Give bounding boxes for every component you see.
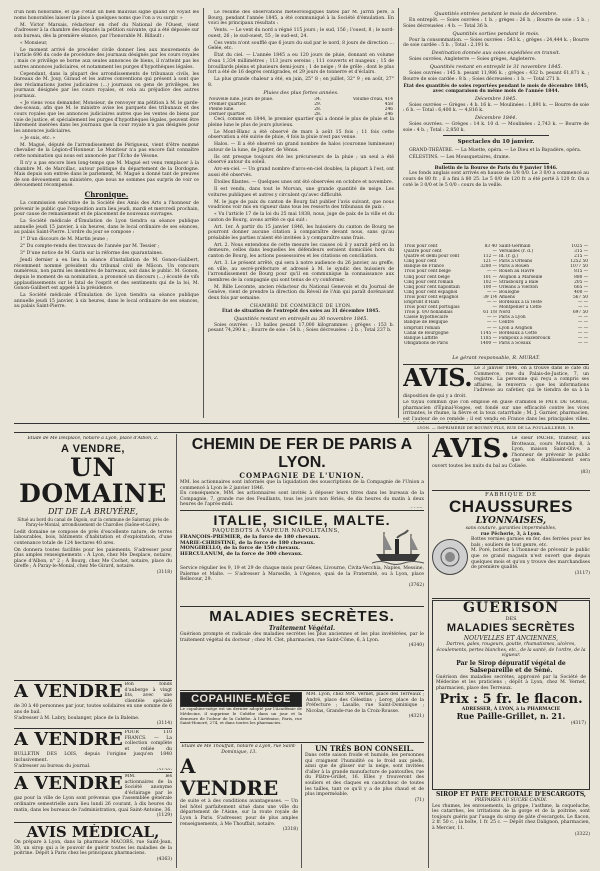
chemin-title: CHEMIN DE FER DE PARIS A LYON. bbox=[191, 436, 413, 471]
restant-head: Quantités restant en entrepôt le 31 novembre 1845. bbox=[429, 64, 563, 71]
pour-sub: POUR 110 FRANCS. — La collection complète et reliée du BULLETIN DES LOIS, depuis l'origine jusqu'en 1840 inclusivement. bbox=[14, 730, 172, 763]
bourse-label: Canal de Bourgogne bbox=[404, 330, 449, 336]
bourse-label: Bordeaux à Cette bbox=[498, 330, 537, 336]
domaine-ref: (3118) bbox=[156, 569, 172, 575]
destination-text: Soies ouvrées, Angleterre — Soies grèges, Angleterre. bbox=[409, 57, 536, 63]
chambre-quantites: Quantités restant en entrepôt au 30 novembre 1845. bbox=[233, 315, 369, 322]
rule-encheres bbox=[14, 772, 172, 773]
bourse-value: 3280 — bbox=[480, 264, 497, 270]
bourse-label: Caisse hypothécaire bbox=[404, 315, 449, 321]
spectacles-celestins: CÉLESTINS. — Les Mousquetaires, drame. bbox=[409, 155, 510, 161]
bourse-value: 100 — bbox=[483, 284, 497, 290]
entrees-text: En entrepôt. — Soies ouvrées : 1 b. ; grèges : 26 b. ; Bourre de soie : 5 b. ; Soies décreusées : 4 b. — Total 36 b. bbox=[403, 18, 589, 29]
avis-sieur-ref: (83) bbox=[580, 469, 590, 475]
guerison-title-2: MALADIES SECRÈTES bbox=[446, 622, 576, 634]
bourse-label: Nord bbox=[498, 310, 511, 316]
col2-p8: Halos. — Il a été observé un grand nombre de halos (couronne lumineuse) autour de la lune, de Jupiter, de Vénus. bbox=[208, 142, 394, 153]
bourse-value: 315 — bbox=[574, 249, 588, 255]
bourse-label: Paris à Lyon bbox=[498, 315, 526, 321]
bon-conseil-text: Dans cette saison froide et humide, les personnes qui craignent l'humidité ou le froid aux pieds, ainsi que de glisser sur la neige, sont invitées d'aller à la grande manufacture de pantoufles, rue du Plâtre-Grillet, 16. Elles y trouveront des souliers et des claques en caoutchouc de toutes les tailles, tant ce qu'il y a de plus chaud et de plus imperméable. bbox=[305, 753, 424, 798]
bottom-rule-1 bbox=[176, 434, 177, 868]
thouffait-text: de suite et à des conditions avantageuses. — Un bel hôtel parfaitement situé dans une ville du département de l'Aisne, sur la route royale de Lyon à Paris. S'adresser, pour de plus amples renseignements, à Me Thouffait, notaire. bbox=[180, 799, 298, 827]
chemin-subtitle: COMPAGNIE DE L'UNION. bbox=[239, 471, 365, 480]
italie-ship-3: MONGIBELLO, de la force de 150 chevaux. bbox=[180, 545, 301, 552]
bourse-value: 121 — bbox=[483, 259, 497, 265]
maladies-subtitle: Traitement Végétal. bbox=[268, 625, 336, 632]
bourse-label: Orléans à Vierzon bbox=[498, 284, 538, 290]
domaine-description: Ledit domaine se compose de prés d'excellente nature, de terres labourables, bois, bâtiments d'habitation et d'exploitation, d'une contenance totale de 124 hectares 40 ares. bbox=[14, 529, 172, 546]
domaine-ad bbox=[14, 436, 172, 678]
encheres-sub: MM. les actionnaires de la Société anonyme d'éclairage par le gaz pour la ville de Lyon sont prévenus que l'assemblée générale ordinaire semestrielle aura lieu lundi 26 courant, à dix heures du matin, dans les bureaux de l'administration, quai Saint-Antoine, 36. bbox=[14, 774, 172, 813]
bourse-label: Centre bbox=[498, 320, 514, 326]
bourse-value: — — bbox=[578, 325, 588, 331]
bourse-value: 101 — bbox=[483, 274, 497, 280]
rule-copahine bbox=[180, 690, 424, 691]
bourse-value: — — bbox=[578, 300, 588, 306]
seal-icon bbox=[439, 546, 461, 568]
avis-medical-ref: (4363) bbox=[156, 856, 172, 862]
col2-p16: Art. 2. Nous entendons de cette mesure les causes où il y aurait péril en la demeure, celles dans lesquelles les défendeurs seraient domiciliés hors du canton de Bourg, les actions possessoires et les citations en conciliation. bbox=[208, 242, 394, 260]
bourse-value: — — bbox=[486, 289, 497, 295]
guerison-title: GUÉRISON bbox=[462, 600, 560, 616]
guerison-ref: (4317) bbox=[570, 721, 586, 727]
domaine-title: UN DOMAINE bbox=[19, 452, 167, 508]
italie-service: Service régulier les 9, 19 et 29 de chaque mois pour Gênes, Livourne, Civita-Vecchia, Naples, Messine, Palerme et Malte. — S'adresser à Marseille, à l'Agence, quai de la Fraternité, ou à Lyon, place Bellecour, 29. bbox=[180, 566, 424, 583]
italie-body bbox=[180, 528, 424, 566]
chaussures-stamp bbox=[432, 539, 468, 575]
bourse-value: — — bbox=[486, 325, 497, 331]
bourse-value: — — bbox=[578, 320, 588, 326]
bourse-value: 39 1/4 bbox=[483, 294, 497, 300]
domaine-location: Situé au bord du canal de Digoin, sur la commune de Salornay, près de Paray-le-Monial, arrondissement de Charolles (Saône-et-Loire). bbox=[17, 516, 169, 528]
italie-ad bbox=[180, 512, 424, 604]
rule-chaussures bbox=[432, 490, 590, 491]
bourse-value: 102 — bbox=[483, 279, 497, 285]
bourse-value: 1252 50 bbox=[570, 259, 588, 265]
spectacles-title: Spectacles du 10 janvier. bbox=[457, 139, 535, 146]
gerant-line: Le gérant responsable, R. MURAT. bbox=[452, 355, 540, 361]
bourse-value: — — bbox=[578, 315, 588, 321]
guerison-method: Par le Sirop dépuratif végétal de Salsepareille et de Séné. bbox=[456, 659, 566, 674]
chaussures-text-2: M. Poré, bottier, à l'honneur de prévenir le public que ce grand magasin n'est ouvert que depuis quelques mois et qu'on y trouve des marchandises de première qualité. bbox=[471, 548, 590, 571]
chemin-p1: MM. les actionnaires sont informés que la liquidation des souscriptions de la Compagnie de l'Union a commencé à Lyon le 2 janvier 1846. bbox=[180, 480, 424, 491]
pluie-days: 29. bbox=[314, 101, 322, 107]
bourse-value: 112 — bbox=[483, 254, 497, 260]
col1-p9: Jeudi dernier a eu lieu la séance d'installation de M. Gonon-Galibert, récemment nommé président du tribunal civil de Mâcon. Un concours numéreux, non parmi les membres de barreaux, soit dans le public. M. Gonon, depuis le moment de sa nomination, a prononcé un discours (…) écouté de vifs applaudissements sur le fatal de l'esprit et des sentiments qui de la loi, M. Gonon-Galibert est appelé à la présidence. bbox=[14, 258, 199, 292]
bourse-label: Banque de France bbox=[404, 264, 444, 270]
bourse-value: 1145 — bbox=[480, 330, 497, 336]
col2-p14: « Vu l'article 17 de la loi du 25 mai 1838, nous, juge de paix de la ville et du canton de Bourg, avons arrêté ce qui suit : bbox=[208, 212, 394, 223]
bourse-value: 400 — bbox=[574, 289, 588, 295]
avis-medical-text: On prépare à Lyon, dans la pharmacie MACORS, rue Saint-Jean, 30, un sirop qui a le pouvoir de guérir toutes les maladies de la poitrine. Dépôt à Paris chez les principaux pharmaciens. bbox=[14, 840, 172, 857]
avis-notice-title: AVIS. bbox=[403, 366, 473, 392]
pluie-days: 34. bbox=[314, 96, 322, 102]
imprimerie-rule bbox=[14, 423, 590, 424]
chaussures-ad bbox=[432, 492, 590, 596]
steamship-icon bbox=[372, 528, 424, 566]
col2-p13: M. le juge de paix du canton de Bourg fait publier l'avis suivant, que nous voudrions voir mis en vigueur dans tous les ressorts des tribunaux de paix : bbox=[208, 199, 394, 211]
steamship-illustration bbox=[372, 528, 424, 566]
pour-ref bbox=[14, 769, 172, 770]
col2-p11: Étoiles filantes. — Quelques unes ont été observées en octobre et novembre. bbox=[214, 179, 394, 185]
guerison-list: Dartres, gales, rougeurs, goutte, rhumatismes, ulcères, écoulements, pertes blanches, etc., de la santé, de l'ordre, de la vigueur. bbox=[436, 642, 586, 659]
bourse-label: Banque Laffitte bbox=[404, 335, 438, 341]
domaine-description-2: On donnera toutes facilités pour les paiements. S'adresser pour plus amples renseignements : À Lyon, chez Me Desplace, notaire, place d'Albon, n° 2 ; À Bourg, chez Me Cochet, notaire, place du Greffe ; À Paray-le-Monial, chez Me Girard, notaire. bbox=[14, 547, 172, 570]
col2-p12: Il est vendu, dans tout le Morvan, une grande quantité de neige. Les voitures publiques et autres y circulent qu'avec difficulté. bbox=[208, 186, 394, 198]
col2-p6: Ceci, comme en 1844, le premier quartier qui a donné le plus de pluie et la pleine lune le plus de jours pluvieux. bbox=[208, 117, 394, 128]
pluie-days: 28. bbox=[314, 106, 322, 112]
pour-title: A VENDRE bbox=[14, 730, 123, 750]
pluie-volume: 458 bbox=[384, 101, 393, 107]
col2-p1: Le résumé des observations météorologiques faites par M. Jarrin père, à Bourg, pendant l'année 1845, a été communiqué à la Société d'émulation. En voici les principaux résultats : bbox=[208, 10, 394, 27]
decembre-1845-text: Soies ouvrées — Grèges : 4 b. 16 k. — Moulinées : 1,891 k. — Bourre de soie : 6 b. — Total : 6,400 k. — 4,816 k. bbox=[403, 102, 589, 114]
col1-p11: La Société médicale d'Émulation de Lyon tiendra sa séance publique annuelle jeudi 15 janvier, à six heures, dans le local ordinaire de ses séances, au palais Saint-Pierre. bbox=[14, 293, 199, 310]
decembre-1844-text: Soies ouvrées. — Grèges : 14 k. 10 d. — Moulinées : 2,743 k. — Bourre de soie : 4 b. ; Total : 2,850 k. bbox=[403, 122, 589, 133]
bourse-value: 1400 — bbox=[480, 340, 497, 346]
bottom-rule-mid bbox=[301, 744, 302, 868]
avis-sieur-title: AVIS. bbox=[432, 436, 510, 464]
bourse-label: Rouen au Havre bbox=[498, 269, 535, 275]
col2-p3: Ces vents n'ont soufflé que 6 jours du sud par le nord, 8 jours de direction … Gelée, etc. bbox=[208, 40, 394, 52]
avis-medical-ad bbox=[14, 824, 172, 868]
bourse-label: Amiens bbox=[498, 294, 516, 300]
bon-conseil-title: UN TRÈS BON CONSEIL. bbox=[315, 744, 414, 753]
bourse-label: Avignon à Marseille bbox=[498, 274, 543, 280]
col2-p4: État du ciel. — L'année 1845 a eu 120 jours de pluie, donnant en volume d'eau 1,334 millimètres ; 113 jours sereins ; 111 couverts et nuageux ; 15 de brouillards pleins et plusieurs demi-jours ; 1 de neige ; 9 de grêle ; dont le plus fort a été de 16 degrés centigrades, et 29 jours de tonnerre et d'éclairs. bbox=[208, 53, 394, 76]
col2-p10: Arc-en-ciel. — Un grand nombre d'arcs-en-ciel doubles, la plupart à l'est, ont aussi été observés. bbox=[208, 167, 394, 178]
col2-p9: Ils ont presque toujours été les précurseurs de la pluie ; un seul a été observé autour du soleil. bbox=[208, 154, 394, 166]
domaine-etude: Étude de Me Desplace, notaire à Lyon, place d'Albon, 2. bbox=[27, 436, 159, 441]
pour-ad bbox=[14, 730, 172, 770]
col1-p6: M. Magué, député de l'arrondissement de Périgueux, vient d'être nommé chevalier de la Légion-d'Honneur. Le Moniteur n'a pas encore fait connaître cette nomination qui nous est annoncée par l'Écho de Vésone. bbox=[14, 142, 199, 159]
pluie-label: Nouvelle lune. Jours de pluie. bbox=[209, 96, 274, 102]
restant-text: Soies ouvrées : 145 b. pesant 11,986 k. ; grèges : 432 b. pesant 61,871 k. ; Bourre de soie cardée : 8 b. ; Soies décreusées : 1 b. — Total 271 b. bbox=[403, 71, 589, 82]
chemin-ad bbox=[180, 436, 424, 508]
sirop-text: Les rhumes, les enrouements, la grippe, l'asthme, la coqueluche, les catarrhes, les irritations de la gorge et de la poitrine, sont toujours guéris par l'usage du sirop de pâte d'escargots. Le flacon, 2 fr. 50 c. ; la boîte, 1 fr. 25 c. — Dépôt chez Dalignon, pharmacien, à Mercier, 11. bbox=[432, 803, 590, 831]
bourse-label: Obligations de Paris bbox=[404, 340, 448, 346]
gerant-rule bbox=[403, 364, 589, 365]
chaussures-text: Bottes vernies garnies en fer, des ferrées pour les bals ; souliers de tout genre, etc. bbox=[471, 537, 590, 548]
chambre-text: Soies ouvrées : 13 balles pesant 17,000 kilogrammes ; grèges : 153 b. pesant 74,290 k. ; Bourre de soie : 54 b. ; Soies décreusées : 2 b. ; Total 237 b. bbox=[208, 322, 394, 334]
bourse-value: 83 40 bbox=[484, 244, 497, 249]
maladies-ref: (4340) bbox=[408, 643, 424, 649]
col1-p7: Il n'y a pas encore bien long-temps que M. Magué est venu remplacer à la chambre M. de Marcillac, autour politique du département de la Dordogne. Mais depuis son entrée dans le parlement, M. Magué a donné tant de preuves de son dévouement au ministère, que nous ne sommes pas surpris de voir ce dévouement récompensé. bbox=[14, 160, 199, 189]
bourse-value: 665 — bbox=[574, 284, 588, 290]
italie-ship-1: FRANÇOIS-PREMIER, de la force de 180 chevaux. bbox=[180, 534, 321, 540]
col1-item-1: 1° D'un discours de M. Martin jeune ; bbox=[20, 237, 108, 243]
maladies-ad bbox=[180, 608, 424, 688]
rule-pour bbox=[14, 728, 172, 729]
avis-notice bbox=[403, 366, 589, 400]
chaussures-subtitle: LYONNAISES, bbox=[475, 516, 547, 526]
spectacles-rule bbox=[443, 135, 549, 136]
pluie-label: Premier quartier. bbox=[209, 101, 247, 107]
sorties-head: Quantités sorties pendant le mois. bbox=[452, 30, 540, 37]
bourse-value: 697 50 bbox=[572, 310, 588, 316]
bon-conseil-ad bbox=[305, 744, 424, 868]
col2-p7: Le Mont-Blanc a été observé de mars à août 15 fois ; 11 fois cette observation a été suivie de pluie, 4 fois la pluie n'est pas venue. bbox=[208, 129, 394, 141]
decembre-1845: Décembre 1845. bbox=[475, 95, 517, 102]
bourse-label: Emprunt romain bbox=[404, 325, 441, 331]
pluie-label: Dernier quartier. bbox=[209, 111, 246, 117]
bourse-label: Banque de Belgique bbox=[404, 320, 448, 326]
bourse-table bbox=[403, 244, 589, 346]
col1-item-3: 3° D'une notice de M. Garin sur la réforme des quarantaines. bbox=[20, 251, 164, 257]
guerison-new: NOUVELLES ET ANCIENNES, bbox=[463, 635, 559, 642]
copahine-text: Le copahine-mège est un dernier adopté par l'Académie de Médecine, il supprime le Cubèbe dans un jour et la demeure de l'odeur de la Cubèbe. À l'Artémise, Paris, rue Saint-Honoré, 274, et dans toutes les pharmacies. bbox=[180, 706, 302, 726]
bail-ref: (3114) bbox=[156, 721, 172, 726]
encheres-title: A VENDRE bbox=[14, 774, 123, 794]
guerison-ad bbox=[432, 600, 590, 790]
guerison-address-1: ADRESSER, À LYON, à la PHARMACIE bbox=[461, 706, 561, 712]
bourse-value: — bbox=[492, 305, 497, 311]
bourse-value: — — bbox=[578, 305, 588, 311]
entrees-head: Quantités entrées pendant le mois de décembre. bbox=[434, 11, 558, 17]
bourse-row bbox=[403, 341, 589, 346]
sirop-ad bbox=[432, 791, 590, 868]
imprimerie-line: LYON. — IMPRIMERIE DE BOURSY FILS, RUE DE LA POULAILLERIE, 19. bbox=[417, 425, 575, 430]
bourse-label: Montpellier à Cette bbox=[498, 305, 542, 311]
etat-head: État des quantités de soies reportées pendant le mois de décembre 1845, avec comparaison du même mois de l'année 1844. bbox=[403, 83, 589, 95]
destination-head: Destination donnée aux soies expédiées en transit. bbox=[431, 50, 561, 57]
col1-intro: d'un nom honorable, et que c'était un bien mauvais signe quand on voyait les noms honorables laisser la place à quelques noms que l'on a vu surgir. » bbox=[14, 10, 199, 21]
bourse-label: Versailles (r. d.) bbox=[498, 249, 534, 255]
col1-p2: « Monsieur, bbox=[20, 40, 48, 46]
thouffait-etude: Étude de Me Thouffait, notaire à Lyon, rue Saint-Dominique, 13. bbox=[181, 744, 297, 755]
bourse-label: Paris à Sceaux bbox=[498, 340, 531, 346]
col1-p3: Le moment arrivé de procéder civile donner lieu aux mouvements de l'article 696 du code de procédure des journaux désignés par les cours royales ; mais ce privilège se borne aux seules annonces de biens, il n'atteint pas les autres annonces judiciaires, et notamment les purges d'hypothèques légales. bbox=[14, 47, 199, 70]
column-rule-1 bbox=[203, 8, 204, 418]
bourse-label: Trois pour cent belge bbox=[404, 269, 451, 275]
spectacles-grand-theatre: GRAND-THÉÂTRE. — La Muette, opéra. — Le Dieu et la Bayadère, opéra. bbox=[409, 148, 582, 154]
italie-paquebots: PAQUEBOTS A VAPEUR NAPOLITAINS, bbox=[212, 528, 340, 534]
avis-notice-2: Le tuyau commun que l'on emploie en guise d'amidon le PATÉ DE GORGE, pharmacien d'Épinal-Vosges, est fondé sur une efficacité contre les vices irritantes, le rhume, la fièvre et la toux catarrhale ; M. J. Garnier, pharmacien, est l'auteur de ce remède ; il est vendu en France dans les principales villes. bbox=[403, 400, 589, 422]
encheres-ad bbox=[14, 774, 172, 820]
italie-ship-2: MARIE-CHRISTINE, de la force de 180 chevaux. bbox=[180, 539, 315, 546]
col1-p10: La commission exécutive de la Société des Amis des Arts a l'honneur de prévenir le public que l'exposition aura lieu jeudi, mardi et mercredi prochain, pour cause de remaniement et de placement de nouveaux ouvrages. bbox=[14, 200, 199, 218]
bail-address: S'adresser à M. Labry, boulanger, place de la Baleine. bbox=[14, 715, 140, 721]
bourse-value: 215 — bbox=[574, 254, 588, 260]
chambre-subtitle: État de situation de l'entrepôt des soies au 31 décembre 1845. bbox=[222, 309, 380, 315]
bourse-label: Paris à Rouen bbox=[498, 264, 530, 270]
chaussures-fabrique: FABRIQUE DE bbox=[485, 492, 537, 498]
maladies-title: MALADIES SECRÈTES. bbox=[209, 608, 395, 625]
bourse-value: — — bbox=[486, 300, 497, 306]
bourse-label: Trois pour cent portugais bbox=[404, 305, 460, 311]
chaussures-address: rue Pêcherie, 3, à Lyon. bbox=[480, 531, 542, 537]
bourse-table-wrap bbox=[403, 244, 589, 354]
copahine-title: COPAHINE-MÈGE bbox=[180, 692, 302, 707]
pluie-days: 28. bbox=[314, 111, 322, 117]
col2-p5: La plus grande chaleur a été, en juin, 25° 8 ; en juillet, 32° 9 ; en août, 27° 8. bbox=[208, 77, 394, 88]
copahine-text-2 bbox=[306, 692, 424, 740]
pluie-volume: 246 bbox=[384, 111, 393, 117]
thouffait-ad bbox=[180, 744, 298, 868]
guerison-des: DES bbox=[505, 616, 517, 622]
bon-conseil-ref: (71) bbox=[414, 797, 424, 803]
bourse-value: 815 — bbox=[574, 269, 588, 275]
maladies-text: Guérison prompte et radicale des maladies secrètes les plus anciennes et les plus invétérées, par le traitement végétal du docteur ; chez M. Clet, pharmacien, rue Saint-Côme, 6, à Lyon. bbox=[180, 632, 424, 643]
bourse-label: Cinq pour cent bbox=[404, 259, 437, 265]
decembre-1844: Décembre 1844. bbox=[475, 115, 517, 122]
col1-p4: Cependant, dans la plupart des arrondissements de tribunaux civils, les bureaux de M. Jouy, Giraud et les autres conventions qui présent à sont que des réclamations justes judiciaires (...) journaux ou gens de privilèges, les journaux désignés par les cours royales, et cela au préjudice des autres journaux. bbox=[14, 71, 199, 99]
chambre-title: CHAMBRE DE COMMERCE DE LYON. bbox=[250, 303, 352, 309]
copahine-text-2-body: MM. Lyon, chez MM. Vernet, place des Terreaux ; André, place des Célestins ; Leroy, place de la Préfecture ; Lasalle, rue Saint-Dominique ; Nicolas, Grande-rue de la Croix-Rousse. bbox=[306, 692, 424, 714]
bourse-label: Quatre pour cent bbox=[404, 249, 442, 255]
bourse-label: Cinq pour cent belge bbox=[404, 274, 450, 280]
bourse-value: 1077 50 bbox=[570, 264, 588, 270]
encheres-ref: (1129) bbox=[156, 813, 172, 819]
bottom-rule-2 bbox=[428, 434, 429, 868]
top-column-1 bbox=[14, 10, 199, 420]
bourse-label: Cinq pour cent espagnol bbox=[404, 289, 458, 295]
pluie-table bbox=[208, 97, 394, 117]
col1-p5: « Je viens vous demander, Monsieur, de renvoyer ma pétition à M. le garde-des-sceaux, afin que M. le ministre avise les parquets des tribunaux et des cours royales que les annonces judiciaires autres que les ventes de biens par voie de justice, et spécialement les purges d'hypothèques légales, peuvent être librement insérées dans les journaux que la cour royale n'a pas désignés pour les annonces judiciaires. bbox=[14, 100, 199, 134]
avis-medical-title: AVIS MÉDICAL, bbox=[26, 824, 160, 841]
pluie-title: Pluies des plus fortes années. bbox=[263, 89, 339, 96]
italie-title: ITALIE, SICILE, MALTE. bbox=[213, 512, 391, 528]
chaussures-mention: sans couture, garanties imperméables, bbox=[465, 526, 557, 531]
col1-sign: » Je suis, etc. » bbox=[20, 135, 56, 141]
col2-p15: Art. 1er. À partir du 15 janvier 1846, les huissiers du canton de Bourg ne pourront donner aucune citation à comparaître devant nous, sans qu'au préalable les parties n'aient été invitées à y comparaître sans frais. bbox=[208, 224, 394, 241]
bourse-label: Emprunt d'Haïti bbox=[404, 300, 440, 306]
bourse-label: Quatre et demi pour cent bbox=[404, 254, 460, 260]
sirop-subtitle: PRÉPARÉS AU SUCRE CANDI. bbox=[474, 798, 548, 803]
italie-ship-4: HERCULANUM, de la force de 300 chevaux. bbox=[180, 550, 303, 557]
rule-maladies bbox=[180, 606, 424, 607]
bourse-value: 880 — bbox=[574, 274, 588, 280]
guerison-address-2: Rue Paille-Grillet, n. 21. bbox=[456, 711, 566, 722]
col1-p8: La Société médicale d'Émulation de Lyon tiendra sa séance publique annuelle jeudi 15 janvier, à six heures, dans le local ordinaire de ses séances, au palais Saint-Pierre. L'ordre du jour se compose : bbox=[14, 219, 199, 236]
bourse-value: — bbox=[492, 249, 497, 255]
bourse-label: Trois pour cent espagnol bbox=[404, 294, 459, 300]
rule-avis-medical bbox=[14, 822, 172, 823]
bourse-label: Boulogne bbox=[498, 289, 520, 295]
bourse-value: — — bbox=[486, 315, 497, 321]
bourse-label: Saint-Germain bbox=[498, 244, 531, 249]
col1-p1: M. Victor Marsais, rédacteur en chef du National de l'Ouest, vient d'adresser à la chambre des députés la pétition suivante, qui a été déposée sur son bureau, dès la première séance, par l'honorable M. Billault : bbox=[14, 22, 199, 39]
bourse-label: Strasbourg à Bâle bbox=[498, 279, 539, 285]
bourse-value: 567 50 bbox=[572, 294, 588, 300]
bourse-value: 1025 — bbox=[571, 244, 588, 249]
bourse-value: — — bbox=[578, 340, 588, 346]
bourse-label: Bordeaux à la Teste bbox=[498, 300, 542, 306]
top-column-2 bbox=[208, 10, 394, 420]
rule-italie bbox=[180, 510, 424, 511]
thouffait-title: A VENDRE bbox=[180, 754, 279, 801]
col2-p2: Vents. — Le vent du nord a régné 115 jours ; le sud, 156 ; l'ouest, 8 ; le nord-ouest, 26 ; le sud-ouest, 55 ; le sud-est, 24. bbox=[208, 28, 394, 39]
col2-p17: Art. 3. Le présent arrêté, qui sera à notre audience du 26 janvier, au greffe, en ville, au secré-préfecture et adressé à M. le syndic des huissiers de l'arrondissement de Bourg pour qu'il en communique la connaissance aux membres de la compagnie qui sont tenus de s'y conformer. bbox=[208, 261, 394, 283]
bourse-rule bbox=[443, 163, 549, 164]
pluie-volume: 246 bbox=[384, 106, 393, 112]
thouffait-ref: (3318) bbox=[282, 827, 298, 833]
rule-guerison bbox=[432, 598, 590, 599]
top-column-3 bbox=[403, 10, 589, 242]
bourse-value: 205 — bbox=[574, 279, 588, 285]
avis-sieur-ad bbox=[432, 436, 590, 488]
col1-item-2: 2° Du compte-rendu des travaux de l'année par M. Tessier ; bbox=[20, 244, 160, 250]
bourse-label: Fampoux à Hazebrouck bbox=[498, 335, 551, 341]
sirop-title: SIROP ET PATE PECTORALE D'ESCARGOTS, bbox=[435, 791, 587, 798]
bail-ad bbox=[14, 682, 172, 726]
avis-sieur-text: Le sieur PACHE, traiteur, aux Brotteaux, cours Morand, 8, à Lyon, maison Saint-Olive, a l'honneur de prévenir le public que son établissement sera ouvert toutes les nuits du bal au Colisée. bbox=[432, 436, 590, 469]
sorties-text: Pour la consommation. — Soies ouvrées : 543 k. ; grèges : 24,444 k. ; Bourre de soie cardée : 5 b. ; Total : 2,191 k. bbox=[403, 37, 589, 49]
bourse-text: Les fonds anglais sont arrivés en hausse de 1/8 0/0. Le 3 0/0 a commencé au cours de 80 fr. ; il a fini à 80 25. Le 5 0/0 de 120 fr. a été porté à 120 fr. On a coté le 3 0/0 et le 5 0/0 : cours de la veille. bbox=[403, 171, 589, 188]
pluie-volume: Volume d'eau, 414 bbox=[352, 96, 393, 102]
bourse-value: — — bbox=[486, 320, 497, 326]
bail-sub: Bon fonds d'auberge à vingt lits, avec une clientèle spéciale de 30 à 40 personnes par jour, toutes solidaires en une somme de 6 ans de bail. bbox=[14, 682, 172, 715]
bourse-label: Paris à Orléans bbox=[498, 259, 533, 265]
bourse-label: Trois pour cent bbox=[404, 244, 438, 249]
chronique-title: Chronique. bbox=[84, 189, 129, 199]
bourse-value: — — bbox=[578, 335, 588, 341]
domaine-dit: DIT DE LA BRUYÈRE, bbox=[47, 506, 139, 516]
pluie-label: Pleine lune. bbox=[209, 106, 235, 112]
copahine-ad bbox=[180, 692, 302, 740]
bourse-label: Trois p. 0/0 hollandais bbox=[404, 310, 453, 316]
chaussures-title: CHAUSSURES bbox=[448, 497, 574, 516]
guerison-text: Guérison des maladies secrètes, approuvé par la Société de Médecine et les praticiens ; dépôt à Lyon, chez M. Vernet, pharmacien, place des Terreaux. bbox=[436, 674, 586, 691]
italie-ref: (3762) bbox=[408, 582, 424, 588]
bourse-title: Bulletin de la Bourse de Paris du 9 janvier 1846. bbox=[434, 165, 558, 171]
guerison-price: Prix : 5 fr. le flacon. bbox=[439, 691, 583, 707]
italie-text bbox=[180, 528, 372, 566]
rule-bail bbox=[14, 680, 172, 681]
chaussures-ref: (3117) bbox=[574, 570, 590, 576]
section-rule bbox=[14, 432, 590, 433]
bourse-value: — — bbox=[578, 330, 588, 336]
bourse-label: Cinq pour cent romain bbox=[404, 279, 454, 285]
bail-title: A VENDRE bbox=[14, 682, 123, 702]
sirop-ref: (3322) bbox=[574, 831, 590, 837]
col2-p18: M. Bille Lecomte, ancien rédacteur du National Genevois et du Journal de Genève, vient de prendre la direction du Réveil de l'Ain qui paraît dorénavant deux fois par semaine. bbox=[208, 284, 394, 301]
bourse-label: Id. (r. g.) bbox=[498, 254, 518, 260]
bourse-value: 1185 — bbox=[480, 335, 497, 341]
domaine-a-vendre: A VENDRE, bbox=[61, 442, 125, 455]
column-rule-2 bbox=[398, 8, 399, 418]
rule-thouffait bbox=[180, 742, 424, 743]
avis-notice-text: Le 3 janvier 1846, on a trouvé dans le café du Commerce, rue du Palais-de-Justice, 7, un registre. La personne qui reçu a compris ses affaires, le renverra : que les informations l'adresse au cafetier, qui le tiendra de sa à la disposition de qui y a droit. bbox=[403, 366, 589, 399]
bourse-value: — — bbox=[486, 269, 497, 275]
bourse-value: 61 1/8 bbox=[483, 310, 497, 316]
copahine-ref: (4321) bbox=[408, 714, 424, 720]
bourse-label: Cinq pour cent napolitain bbox=[404, 284, 460, 290]
chemin-p2: En conséquence, MM. les actionnaires sont invités à déposer leurs titres dans les bureaux de la Compagnie, 7, grande rue des Feuillants, tous les jours non fériés, de dix heures du matin à deux heures de l'après-midi. bbox=[180, 491, 424, 508]
bourse-label: Lyon à Avignon bbox=[498, 325, 533, 331]
pour-address: S'adresser au bureau du journal. bbox=[14, 763, 91, 769]
